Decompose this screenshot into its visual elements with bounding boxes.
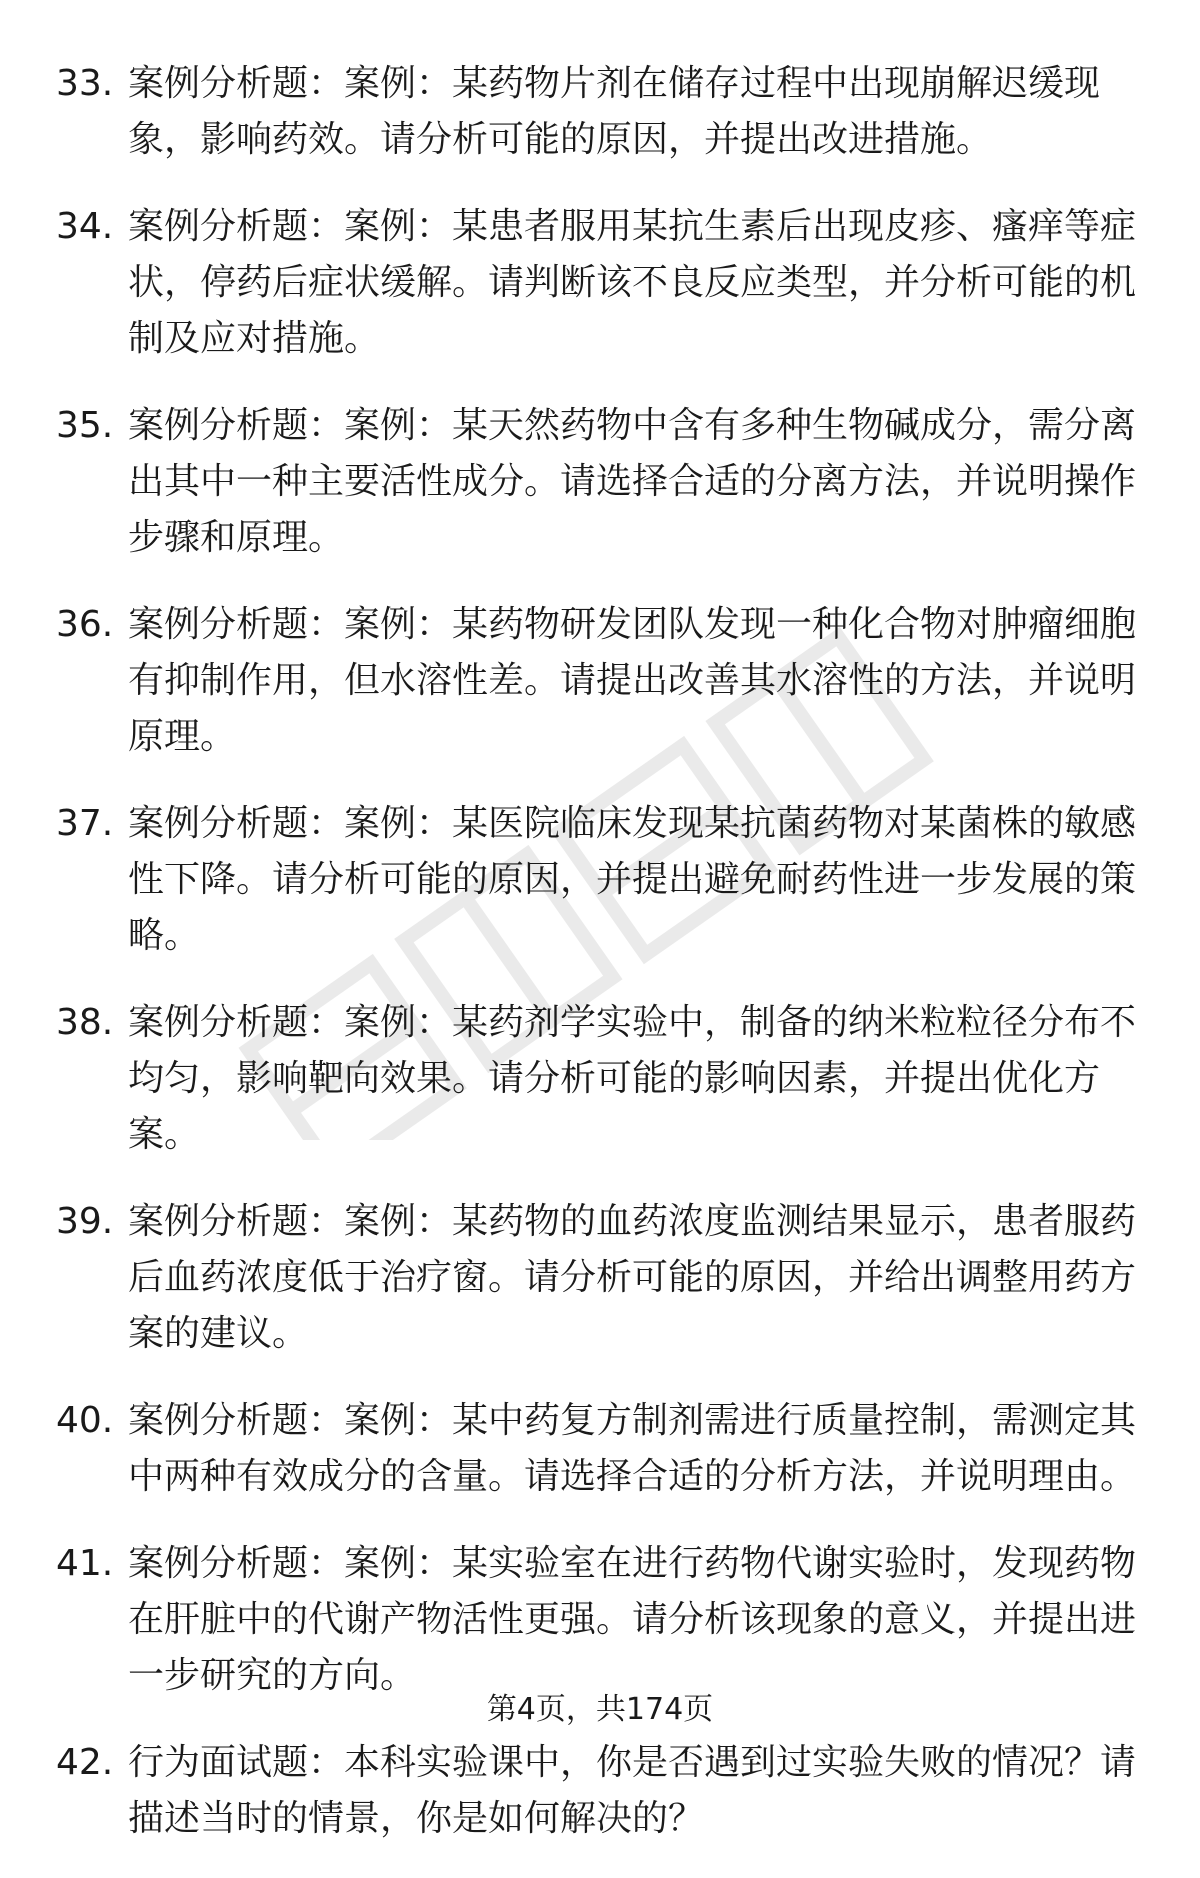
question-text: 案例分析题：案例：某天然药物中含有多种生物碱成分，需分离出其中一种主要活性成分。请选择合适的分离方法，并说明操作步骤和原理。: [128, 405, 1137, 558]
question-list: [56, 56, 1146, 1878]
question-item: [56, 796, 1146, 964]
question-item: [56, 199, 1146, 367]
question-item: [56, 1393, 1146, 1505]
question-number: 35.: [56, 405, 114, 446]
question-text: 案例分析题：案例：某药剂学实验中，制备的纳米粒粒径分布不均匀，影响靶向效果。请分析可能的影响因素，并提出优化方案。: [128, 1002, 1137, 1155]
question-number: 41.: [56, 1543, 114, 1584]
question-text: 案例分析题：案例：某患者服用某抗生素后出现皮疹、瘙痒等症状，停药后症状缓解。请判断该不良反应类型，并分析可能的机制及应对措施。: [128, 206, 1137, 359]
question-number: 33.: [56, 63, 114, 104]
question-item: [56, 398, 1146, 566]
question-text: 案例分析题：案例：某药物研发团队发现一种化合物对肿瘤细胞有抑制作用，但水溶性差。请提出改善其水溶性的方法，并说明原理。: [128, 604, 1137, 757]
question-text: 案例分析题：案例：某药物片剂在储存过程中出现崩解迟缓现象，影响药效。请分析可能的原因，并提出改进措施。: [128, 63, 1101, 160]
question-number: 39.: [56, 1201, 114, 1242]
question-number: 37.: [56, 803, 114, 844]
question-text: 案例分析题：案例：某医院临床发现某抗菌药物对某菌株的敏感性下降。请分析可能的原因，并提出避免耐药性进一步发展的策略。: [128, 803, 1137, 956]
question-item: [56, 995, 1146, 1163]
question-text: 案例分析题：案例：某中药复方制剂需进行质量控制，需测定其中两种有效成分的含量。请选择合适的分析方法，并说明理由。: [128, 1400, 1137, 1497]
question-item: [56, 597, 1146, 765]
question-item: [56, 56, 1146, 168]
question-number: 38.: [56, 1002, 114, 1043]
question-number: 42.: [56, 1742, 114, 1783]
question-text: 行为面试题：本科实验课中，你是否遇到过实验失败的情况？请描述当时的情景，你是如何解决的？: [128, 1742, 1137, 1839]
page-footer: 第4页，共174页: [486, 1692, 714, 1727]
question-number: 40.: [56, 1400, 114, 1441]
question-item: [56, 1194, 1146, 1362]
question-number: 34.: [56, 206, 114, 247]
question-text: 案例分析题：案例：某实验室在进行药物代谢实验时，发现药物在肝脏中的代谢产物活性更强。请分析该现象的意义，并提出进一步研究的方向。: [128, 1543, 1137, 1696]
question-item: [56, 1735, 1146, 1847]
question-item: [56, 1536, 1146, 1704]
question-text: 案例分析题：案例：某药物的血药浓度监测结果显示，患者服药后血药浓度低于治疗窗。请分析可能的原因，并给出调整用药方案的建议。: [128, 1201, 1137, 1354]
question-number: 36.: [56, 604, 114, 645]
